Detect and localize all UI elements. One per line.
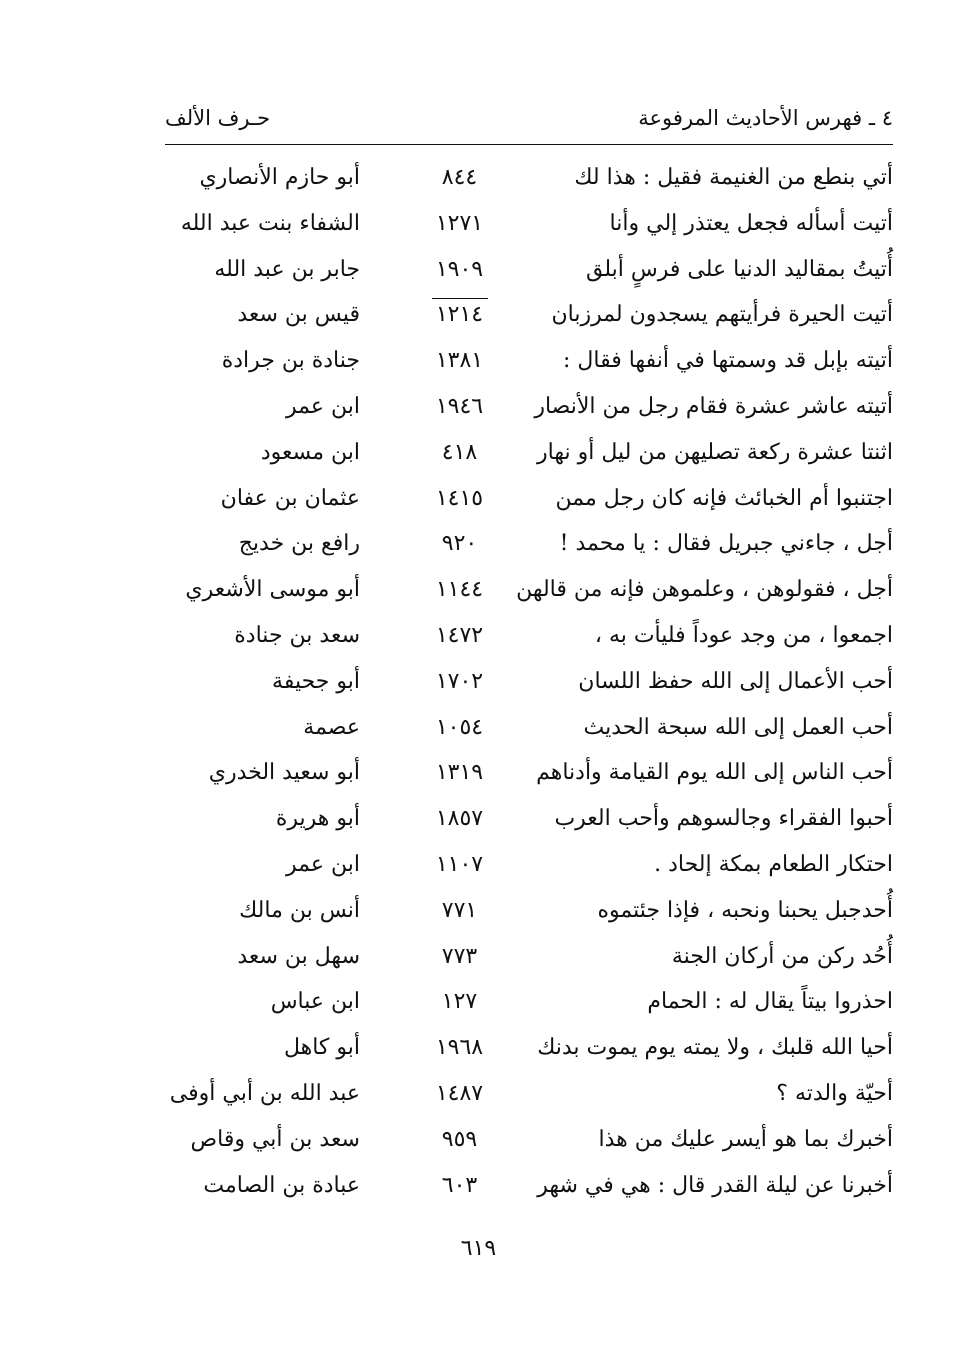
index-row — [165, 389, 893, 435]
hadith-number: ١٩٠٩ — [435, 256, 484, 282]
narrator-name: سعد بن جنادة — [234, 622, 360, 648]
narrator-name: سعد بن أبي وقاص — [190, 1126, 360, 1152]
hadith-text: أحيّة والدته ؟ — [776, 1080, 893, 1106]
index-row — [165, 160, 893, 206]
hadith-number: ١٠٥٤ — [435, 714, 484, 740]
narrator-name: عصمة — [303, 714, 360, 740]
narrator-name: رافع بن خديج — [238, 531, 360, 557]
hadith-number: ١٩٦٨ — [435, 1035, 484, 1061]
hadith-text: أُحدجبل يحبنا ونحبه ، فإذا جئتموه — [597, 897, 893, 923]
hadith-number: ١٣١٩ — [435, 760, 484, 786]
hadith-number: ١٤٨٧ — [435, 1080, 484, 1106]
narrator-name: سهل بن سعد — [237, 943, 360, 969]
index-row — [165, 572, 893, 618]
index-row — [165, 755, 893, 801]
hadith-text: أحيا الله قلبك ، ولا يمته يوم يموت بدنك — [537, 1035, 893, 1061]
index-row — [165, 893, 893, 939]
index-row — [165, 664, 893, 710]
narrator-name: أبو حازم الأنصاري — [199, 165, 360, 190]
narrator-name: عثمان بن عفان — [220, 485, 360, 511]
hadith-text: احتكار الطعام بمكة إلحاد . — [654, 851, 893, 877]
index-row — [165, 939, 893, 985]
narrator-name: أنس بن مالك — [239, 897, 360, 923]
narrator-name: ابن مسعود — [260, 439, 360, 465]
hadith-number: ٤١٨ — [441, 439, 478, 465]
hadith-text: احذروا بيتاً يقال له : الحمام — [647, 989, 893, 1015]
index-row — [165, 847, 893, 893]
hadith-text: أحبوا الفقراء وجالسوهم وأحب العرب — [554, 806, 893, 832]
index-row — [165, 481, 893, 527]
index-row — [165, 984, 893, 1030]
narrator-name: أبو سعيد الخدري — [208, 760, 360, 786]
narrator-name: أبو جحيفة — [272, 668, 360, 694]
hadith-number: ١٨٥٧ — [435, 806, 484, 832]
hadith-text: أُتيتُ بمقاليد الدنيا على فرسٍ أبلق — [586, 256, 893, 282]
section-title: ٤ ـ فهرس الأحاديث المرفوعة — [638, 106, 893, 130]
hadith-text: أتي بنطع من الغنيمة فقيل : هذا لك — [574, 165, 893, 190]
hadith-text: اثنتا عشرة ركعة تصليهن من ليل أو نهار — [537, 439, 893, 465]
index-row — [165, 710, 893, 756]
index-table — [165, 160, 893, 1213]
index-row — [165, 297, 893, 343]
hadith-text: اجتنبوا أم الخبائث فإنه كان رجل ممن — [555, 485, 893, 511]
hadith-text: أتيته عاشر عشرة فقام رجل من الأنصار — [534, 393, 893, 419]
hadith-number: ١٢١٤ — [435, 302, 484, 328]
narrator-name: الشفاء بنت عبد الله — [180, 210, 360, 236]
index-row — [165, 526, 893, 572]
narrator-name: عبد الله بن أبي أوفى — [169, 1080, 360, 1106]
narrator-name: أبو موسى الأشعري — [185, 577, 360, 603]
hadith-number: ٩٢٠ — [441, 531, 478, 557]
index-row — [165, 1168, 893, 1214]
index-row — [165, 343, 893, 389]
hadith-text: أجل ، فقولوهن ، وعلموهن فإنه من قالهن — [516, 577, 893, 603]
narrator-name: جنادة بن جرادة — [221, 348, 360, 374]
hadith-number: ١٢٧١ — [435, 210, 484, 236]
index-row — [165, 801, 893, 847]
hadith-text: أتيت أسأله فجعل يعتذر إلي وأنا — [609, 210, 893, 236]
index-row — [165, 1030, 893, 1076]
hadith-number: ١١٠٧ — [435, 851, 484, 877]
hadith-number: ١٧٠٢ — [435, 668, 484, 694]
hadith-number: ٧٧١ — [441, 897, 478, 923]
hadith-number: ١١٤٤ — [435, 577, 484, 603]
hadith-number: ٦٠٣ — [441, 1172, 478, 1198]
index-row — [165, 1076, 893, 1122]
header-divider — [165, 144, 893, 145]
page-number: ٦١٩ — [460, 1236, 497, 1261]
narrator-name: أبو كاهل — [283, 1035, 360, 1061]
hadith-text: أحب الناس إلى الله يوم القيامة وأدناهم — [536, 760, 893, 786]
letter-title: حـرف الألف — [165, 106, 271, 130]
index-row — [165, 252, 893, 298]
hadith-number: ١٢٧ — [441, 989, 478, 1015]
narrator-name: قيس بن سعد — [237, 302, 360, 328]
narrator-name: عبادة بن الصامت — [203, 1172, 360, 1198]
hadith-number: ١٩٤٦ — [435, 393, 484, 419]
index-row — [165, 435, 893, 481]
index-row — [165, 206, 893, 252]
hadith-text: اجمعوا ، من وجد عوداً فليأت به ، — [594, 622, 893, 648]
hadith-text: أخبرنا عن ليلة القدر قال : هي في شهر — [537, 1172, 893, 1198]
narrator-name: ابن عمر — [286, 393, 360, 419]
narrator-name: ابن عباس — [270, 989, 360, 1015]
hadith-number: ١٣٨١ — [435, 348, 484, 374]
hadith-number: ٧٧٣ — [441, 943, 478, 969]
running-header — [165, 100, 893, 140]
narrator-name: جابر بن عبد الله — [214, 256, 360, 282]
hadith-text: أحب العمل إلى الله سبحة الحديث — [583, 714, 893, 740]
narrator-name: أبو هريرة — [275, 806, 360, 832]
hadith-number: ٩٥٩ — [441, 1126, 478, 1152]
hadith-text: أجل ، جاءني جبريل فقال : يا محمد ! — [559, 531, 893, 557]
hadith-number: ١٤٧٢ — [435, 622, 484, 648]
hadith-number: ١٤١٥ — [435, 485, 484, 511]
hadith-text: أُحُد ركن من أركان الجنة — [671, 943, 893, 969]
hadith-number: ٨٤٤ — [441, 165, 478, 190]
hadith-text: أتيته بإبل قد وسمتها في أنفها فقال : — [563, 348, 893, 374]
hadith-text: أحب الأعمال إلى الله حفظ اللسان — [578, 668, 893, 694]
hadith-text: أخبرك بما هو أيسر عليك من هذا — [598, 1126, 893, 1152]
index-row — [165, 618, 893, 664]
hadith-text: أتيت الحيرة فرأيتهم يسجدون لمرزبان — [551, 302, 893, 328]
number-overline-mark — [432, 298, 488, 299]
index-row — [165, 1122, 893, 1168]
narrator-name: ابن عمر — [286, 851, 360, 877]
